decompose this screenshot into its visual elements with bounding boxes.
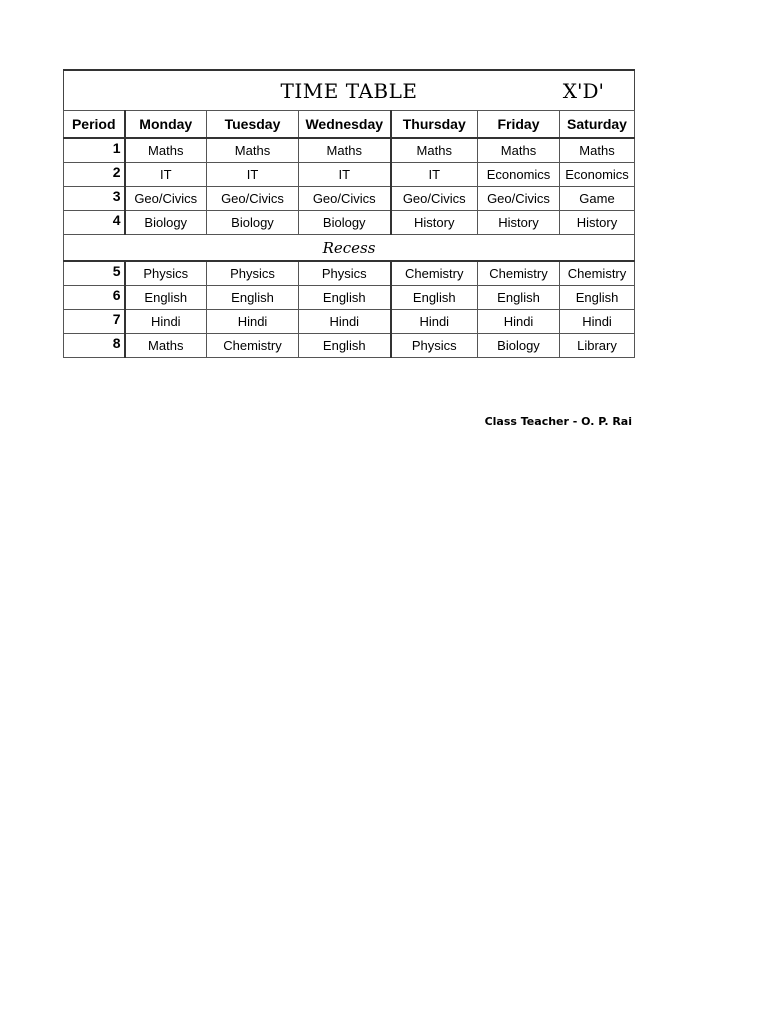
period-row <box>64 334 635 358</box>
subject-cell: Economics <box>478 163 560 187</box>
subject-cell: Geo/Civics <box>299 187 391 211</box>
subject-cell: Biology <box>478 334 560 358</box>
subject-cell: IT <box>207 163 299 187</box>
subject-cell: English <box>299 334 391 358</box>
subject-cell: English <box>560 286 635 310</box>
header-monday: Monday <box>125 111 207 139</box>
subject-cell: Hindi <box>299 310 391 334</box>
subject-cell: Chemistry <box>560 261 635 286</box>
recess-label: Recess <box>64 235 635 262</box>
subject-cell: IT <box>125 163 207 187</box>
header-period: Period <box>64 111 125 139</box>
period-row <box>64 138 635 163</box>
timetable <box>63 69 635 358</box>
subject-cell: Geo/Civics <box>391 187 478 211</box>
header-tuesday: Tuesday <box>207 111 299 139</box>
page-title: TIME TABLE <box>280 79 418 103</box>
period-number: 3 <box>64 187 125 211</box>
subject-cell: Geo/Civics <box>125 187 207 211</box>
subject-cell: Chemistry <box>478 261 560 286</box>
subject-cell: History <box>478 211 560 235</box>
period-row <box>64 187 635 211</box>
period-row <box>64 163 635 187</box>
class-label: X'D' <box>562 79 605 103</box>
subject-cell: English <box>125 286 207 310</box>
class-teacher-label: Class Teacher - O. P. Rai <box>484 415 632 428</box>
subject-cell: Geo/Civics <box>207 187 299 211</box>
subject-cell: Maths <box>478 138 560 163</box>
subject-cell: English <box>207 286 299 310</box>
period-number: 7 <box>64 310 125 334</box>
period-number: 4 <box>64 211 125 235</box>
period-number: 8 <box>64 334 125 358</box>
period-number: 6 <box>64 286 125 310</box>
title-row <box>64 70 635 111</box>
subject-cell: Maths <box>125 138 207 163</box>
subject-cell: Maths <box>299 138 391 163</box>
subject-cell: Hindi <box>125 310 207 334</box>
header-wednesday: Wednesday <box>299 111 391 139</box>
subject-cell: Hindi <box>478 310 560 334</box>
subject-cell: Biology <box>299 211 391 235</box>
subject-cell: Physics <box>207 261 299 286</box>
header-friday: Friday <box>478 111 560 139</box>
title-wrap <box>64 71 634 110</box>
subject-cell: Maths <box>207 138 299 163</box>
period-row <box>64 211 635 235</box>
period-row <box>64 261 635 286</box>
subject-cell: History <box>560 211 635 235</box>
subject-cell: IT <box>299 163 391 187</box>
header-saturday: Saturday <box>560 111 635 139</box>
subject-cell: Library <box>560 334 635 358</box>
subject-cell: Economics <box>560 163 635 187</box>
period-number: 2 <box>64 163 125 187</box>
subject-cell: Biology <box>207 211 299 235</box>
subject-cell: Chemistry <box>391 261 478 286</box>
subject-cell: History <box>391 211 478 235</box>
period-row <box>64 286 635 310</box>
subject-cell: Hindi <box>560 310 635 334</box>
subject-cell: Hindi <box>391 310 478 334</box>
subject-cell: English <box>478 286 560 310</box>
subject-cell: Maths <box>560 138 635 163</box>
subject-cell: Maths <box>125 334 207 358</box>
subject-cell: Game <box>560 187 635 211</box>
subject-cell: Physics <box>125 261 207 286</box>
recess-row <box>64 235 635 262</box>
subject-cell: IT <box>391 163 478 187</box>
period-number: 5 <box>64 261 125 286</box>
subject-cell: Physics <box>391 334 478 358</box>
subject-cell: Geo/Civics <box>478 187 560 211</box>
subject-cell: English <box>299 286 391 310</box>
header-row <box>64 111 635 139</box>
subject-cell: Maths <box>391 138 478 163</box>
period-number: 1 <box>64 138 125 163</box>
subject-cell: English <box>391 286 478 310</box>
subject-cell: Biology <box>125 211 207 235</box>
subject-cell: Physics <box>299 261 391 286</box>
period-row <box>64 310 635 334</box>
header-thursday: Thursday <box>391 111 478 139</box>
subject-cell: Chemistry <box>207 334 299 358</box>
subject-cell: Hindi <box>207 310 299 334</box>
timetable-sheet <box>63 69 634 428</box>
